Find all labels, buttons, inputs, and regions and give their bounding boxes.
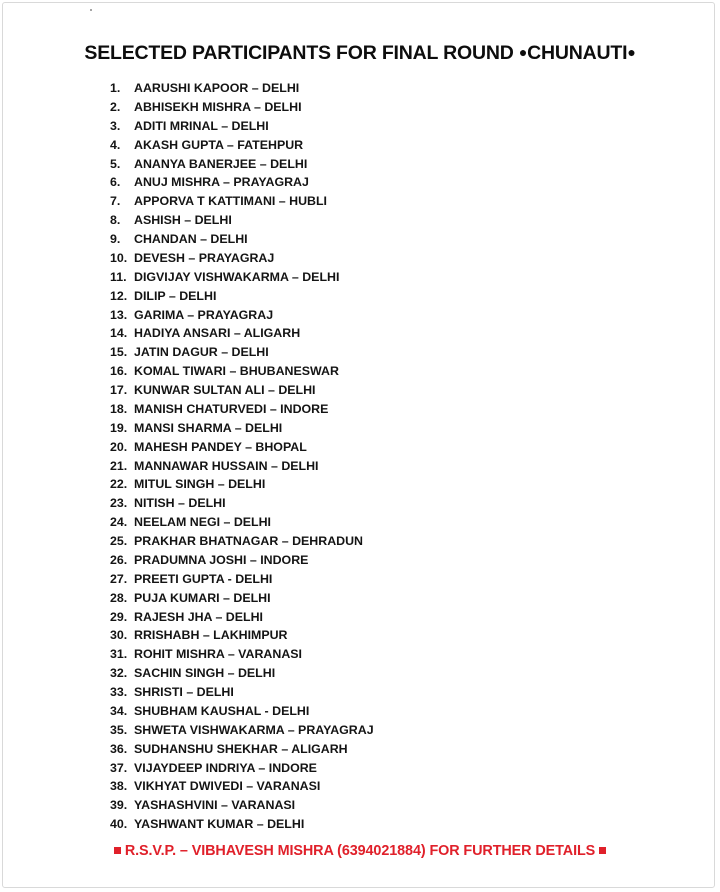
red-square-icon <box>114 847 121 854</box>
list-item <box>110 626 374 645</box>
list-item-number: 8. <box>110 213 121 228</box>
list-item-text: RRISHABH – LAKHIMPUR <box>134 628 288 643</box>
list-item <box>110 777 374 796</box>
list-item-text: DEVESH – PRAYAGRAJ <box>134 250 275 265</box>
list-item-text: RAJESH JHA – DELHI <box>134 609 263 624</box>
list-item-number: 35. <box>110 722 128 737</box>
list-item-text: JATIN DAGUR – DELHI <box>134 345 269 360</box>
list-item-number: 27. <box>110 571 128 586</box>
list-item <box>110 551 374 570</box>
list-item <box>110 815 374 834</box>
list-item-text: ASHISH – DELHI <box>134 213 232 228</box>
list-item-text: SHWETA VISHWAKARMA – PRAYAGRAJ <box>134 722 374 737</box>
list-item <box>110 702 374 721</box>
list-item-number: 12. <box>110 288 128 303</box>
list-item-number: 40. <box>110 817 128 832</box>
list-item-text: ADITI MRINAL – DELHI <box>134 118 269 133</box>
list-item-text: YASHASHVINI – VARANASI <box>134 798 296 813</box>
list-item-text: DIGVIJAY VISHWAKARMA – DELHI <box>134 269 340 284</box>
list-item-text: SUDHANSHU SHEKHAR – ALIGARH <box>134 741 348 756</box>
list-item-text: ROHIT MISHRA – VARANASI <box>134 647 302 662</box>
list-item <box>110 683 374 702</box>
list-item <box>110 608 374 627</box>
list-item-number: 11. <box>110 269 127 284</box>
list-item <box>110 759 374 778</box>
list-item-number: 25. <box>110 534 128 548</box>
rsvp-footer <box>0 843 720 859</box>
list-item-number: 24. <box>110 515 128 530</box>
list-item-number: 21. <box>110 458 128 473</box>
list-item-number: 34. <box>110 703 128 718</box>
list-item-text: CHANDAN – DELHI <box>134 232 248 246</box>
list-item-number: 7. <box>110 194 121 209</box>
list-item-number: 37. <box>110 760 128 775</box>
event-name: CHUNAUTI <box>527 42 628 64</box>
list-item-text: PUJA KUMARI – DELHI <box>134 590 271 605</box>
scan-speck <box>90 9 92 11</box>
list-item <box>110 419 374 438</box>
list-item-number: 15. <box>110 345 128 360</box>
list-item-number: 10. <box>110 250 128 265</box>
list-item-number: 28. <box>110 590 128 605</box>
list-item <box>110 796 374 815</box>
list-item <box>110 249 374 268</box>
list-item-text: SHRISTI – DELHI <box>134 685 234 699</box>
list-item <box>110 362 374 381</box>
list-item-text: PRADUMNA JOSHI – INDORE <box>134 552 309 567</box>
list-item <box>110 98 374 117</box>
list-item-text: KOMAL TIWARI – BHUBANESWAR <box>134 364 339 379</box>
list-item <box>110 173 374 192</box>
list-item-number: 17. <box>110 383 128 397</box>
list-item-number: 36. <box>110 741 128 756</box>
list-item <box>110 306 374 325</box>
rsvp-text: R.S.V.P. – VIBHAVESH MISHRA (6394021884) FOR FURTHER DETAILS <box>124 843 596 859</box>
list-item-text: AKASH GUPTA – FATEHPUR <box>134 137 304 152</box>
list-item <box>110 570 374 589</box>
list-item <box>110 494 374 513</box>
title-text: SELECTED PARTICIPANTS FOR FINAL ROUND <box>84 42 514 64</box>
list-item-number: 26. <box>110 552 128 567</box>
list-item-number: 2. <box>110 99 121 114</box>
participant-list <box>110 79 374 834</box>
list-item <box>110 457 374 476</box>
list-item-text: MANNAWAR HUSSAIN – DELHI <box>134 458 319 473</box>
list-item <box>110 438 374 457</box>
list-item-number: 9. <box>110 232 121 246</box>
list-item <box>110 645 374 664</box>
list-item-text: ANANYA BANERJEE – DELHI <box>134 156 308 171</box>
list-item-text: MAHESH PANDEY – BHOPAL <box>134 439 307 454</box>
list-item-text: APPORVA T KATTIMANI – HUBLI <box>134 194 327 209</box>
list-item <box>110 230 374 249</box>
list-item-text: VIKHYAT DWIVEDI – VARANASI <box>134 779 321 794</box>
list-item-text: PREETI GUPTA - DELHI <box>134 571 273 586</box>
list-item-number: 23. <box>110 496 128 511</box>
list-item-number: 32. <box>110 666 128 681</box>
list-item-text: YASHWANT KUMAR – DELHI <box>134 817 305 832</box>
list-item-text: MITUL SINGH – DELHI <box>134 477 266 492</box>
list-item <box>110 324 374 343</box>
list-item-number: 29. <box>110 609 128 624</box>
bullet-icon: ● <box>518 44 528 60</box>
list-item-text: NEELAM NEGI – DELHI <box>134 515 271 530</box>
list-item-text: SHUBHAM KAUSHAL - DELHI <box>134 703 310 718</box>
list-item <box>110 532 374 551</box>
list-item-number: 5. <box>110 156 121 171</box>
list-item-number: 38. <box>110 779 128 794</box>
list-item <box>110 287 374 306</box>
list-item-number: 19. <box>110 420 128 435</box>
list-item-text: ANUJ MISHRA – PRAYAGRAJ <box>134 175 309 190</box>
list-item <box>110 475 374 494</box>
list-item <box>110 740 374 759</box>
list-item <box>110 268 374 287</box>
red-square-icon <box>599 847 606 854</box>
list-item-number: 14. <box>110 326 128 341</box>
list-item-number: 1. <box>110 81 121 95</box>
list-item-number: 4. <box>110 137 121 152</box>
list-item-number: 22. <box>110 477 128 492</box>
list-item-number: 33. <box>110 685 128 699</box>
list-item <box>110 381 374 400</box>
list-item-number: 20. <box>110 439 128 454</box>
list-item <box>110 117 374 136</box>
list-item <box>110 192 374 211</box>
bullet-icon: ● <box>627 44 636 60</box>
list-item-text: SACHIN SINGH – DELHI <box>134 666 276 681</box>
list-item-text: KUNWAR SULTAN ALI – DELHI <box>134 383 316 397</box>
list-item-text: DILIP – DELHI <box>134 288 217 303</box>
list-item-number: 39. <box>110 798 128 813</box>
list-item <box>110 136 374 155</box>
page-title <box>0 42 720 65</box>
list-item-number: 13. <box>110 307 128 322</box>
list-item <box>110 664 374 683</box>
list-item-text: NITISH – DELHI <box>134 496 226 511</box>
list-item-number: 16. <box>110 364 128 379</box>
list-item-number: 6. <box>110 175 121 190</box>
list-item-number: 30. <box>110 628 128 643</box>
list-item <box>110 79 374 98</box>
list-item-text: ABHISEKH MISHRA – DELHI <box>134 99 302 114</box>
list-item <box>110 721 374 740</box>
list-item <box>110 400 374 419</box>
list-item-text: VIJAYDEEP INDRIYA – INDORE <box>134 760 317 775</box>
list-item-number: 18. <box>110 401 128 416</box>
list-item <box>110 513 374 532</box>
list-item-text: PRAKHAR BHATNAGAR – DEHRADUN <box>134 534 363 548</box>
list-item-text: AARUSHI KAPOOR – DELHI <box>134 81 300 95</box>
list-item-number: 31. <box>110 647 128 662</box>
list-item <box>110 343 374 362</box>
list-item-text: MANSI SHARMA – DELHI <box>134 420 283 435</box>
list-item <box>110 211 374 230</box>
list-item-text: MANISH CHATURVEDI – INDORE <box>134 401 329 416</box>
list-item-text: HADIYA ANSARI – ALIGARH <box>134 326 301 341</box>
list-item <box>110 155 374 174</box>
list-item <box>110 589 374 608</box>
list-item-text: GARIMA – PRAYAGRAJ <box>134 307 274 322</box>
list-item-number: 3. <box>110 118 121 133</box>
